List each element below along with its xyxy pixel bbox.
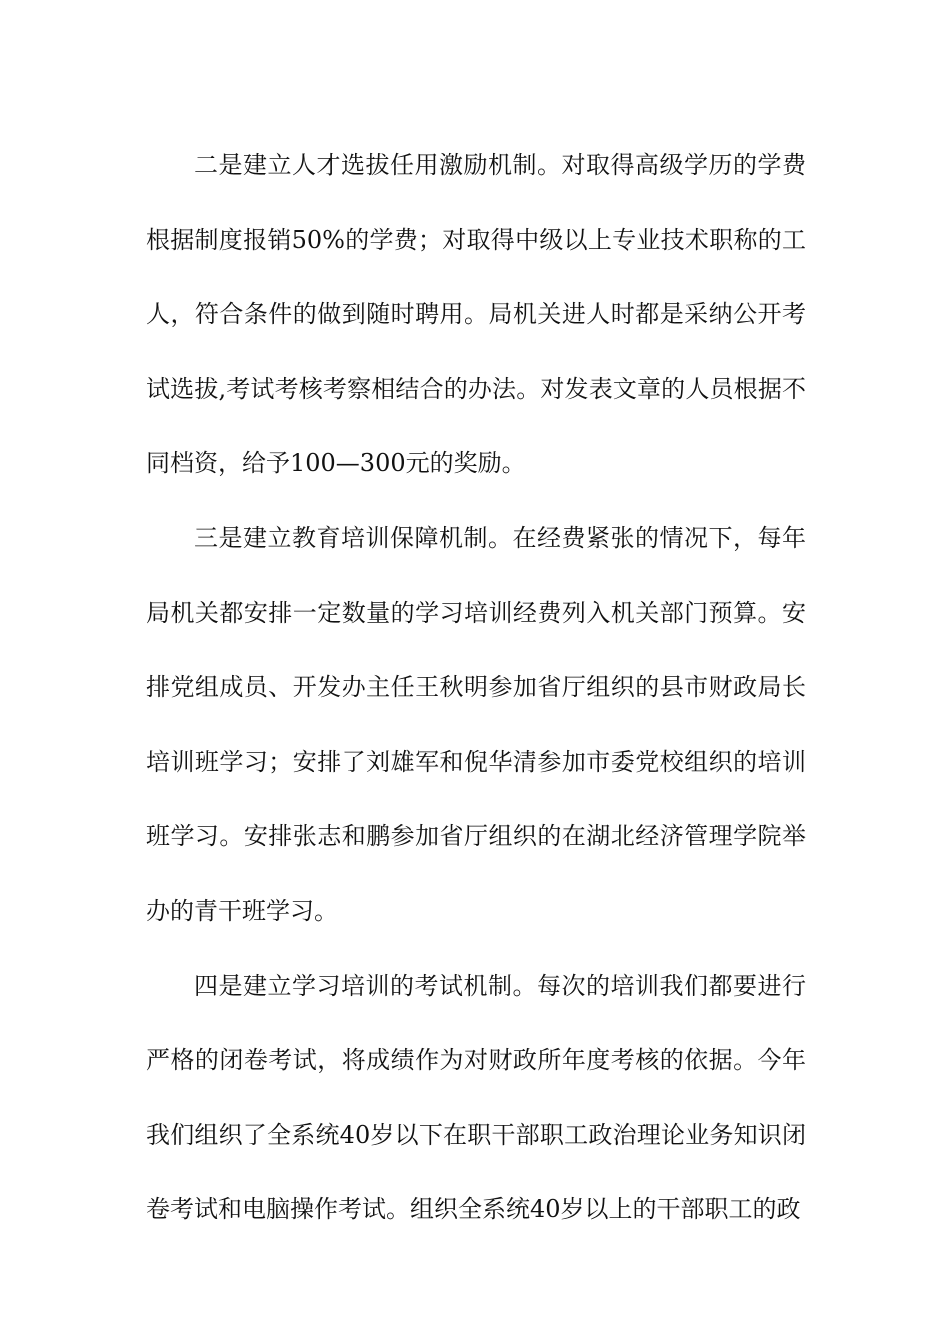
- paragraph-talent-incentive: 二是建立人才选拔任用激励机制。对取得高级学历的学费根据制度报销50%的学费；对取得中级以上专业技术职称的工人，符合条件的做到随时聘用。局机关进人时都是采纳公开考试选拔,考试考核考察相结合的办法。对发表文章的人员根据不同档资，给予100—300元的奖励。: [146, 151, 806, 478]
- paragraph-training-guarantee: 三是建立教育培训保障机制。在经费紧张的情况下，每年局机关都安排一定数量的学习培训经费列入机关部门预算。安排党组成员、开发办主任王秋明参加省厅组织的县市财政局长培训班学习；安排了刘雄军和倪华清参加市委党校组织的培训班学习。安排张志和鹏参加省厅组织的在湖北经济管理学院举办的青干班学习。: [146, 523, 806, 925]
- document-body: [146, 128, 806, 1247]
- paragraph-exam-mechanism: 四是建立学习培训的考试机制。每次的培训我们都要进行严格的闭卷考试，将成绩作为对财政所年度考核的依据。今年我们组织了全系统40岁以下在职干部职工政治理论业务知识闭卷考试和电脑操作考试。组织全系统40岁以上的干部职工的政: [146, 971, 806, 1224]
